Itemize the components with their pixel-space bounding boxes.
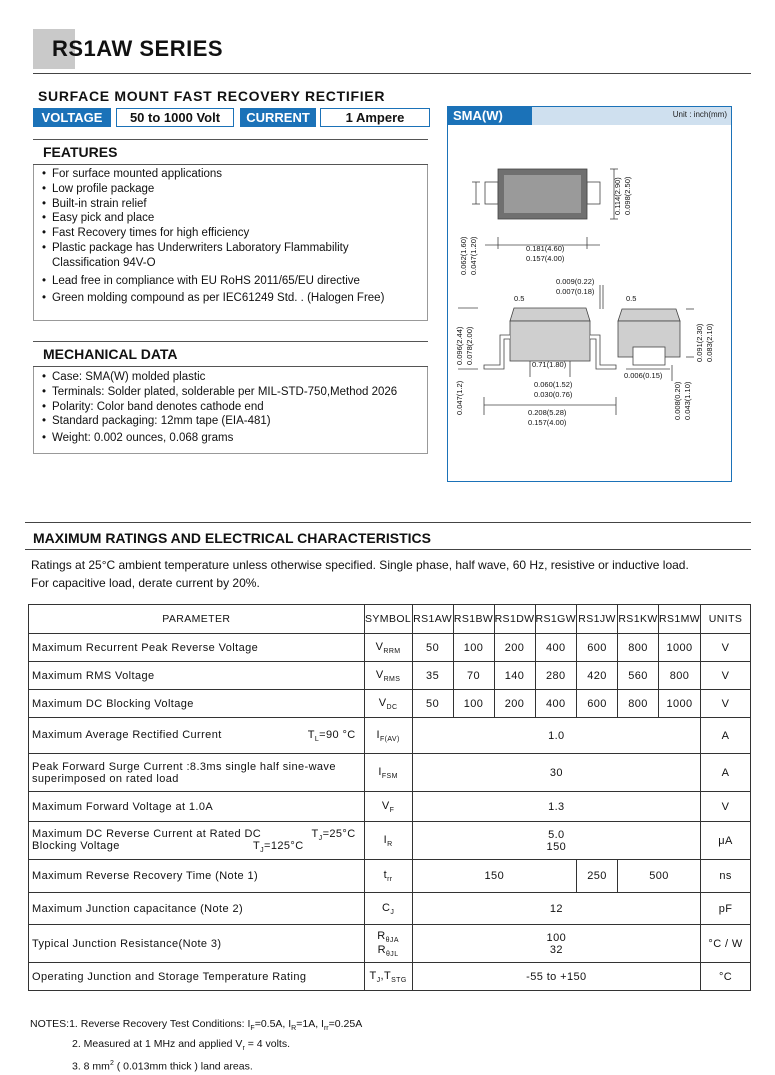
dim-label: 0.208(5.28) [528,408,567,417]
features-heading: FEATURES [33,139,428,165]
dim-label: 0.009(0.22) [556,277,595,286]
value-cell: 500 [618,860,701,893]
dim-label: 0.71(1.80) [532,360,567,369]
table-header-cell: RS1BW [453,605,494,634]
table-row [29,718,751,754]
section-divider [25,522,751,523]
symbol-cell: $I_{FSM}$ [364,754,412,792]
mechanical-item: • Polarity: Color band denotes cathode end [34,400,427,415]
table-header-row [29,605,751,634]
dim-label: 0.078(2.00) [465,326,474,365]
mechanical-list [34,370,427,446]
table-row [29,893,751,925]
dim-label: 0.047(1.2) [455,380,464,415]
value-cell: 12 [412,893,701,925]
product-subtitle: SURFACE MOUNT FAST RECOVERY RECTIFIER [38,88,386,104]
features-list [34,167,427,306]
symbol-cell: $V_{DC}$ [364,690,412,718]
value-cell: 280 [535,662,577,690]
dim-label: 0.083(2.10) [705,323,714,362]
value-cell: 1.0 [412,718,701,754]
value-cell: 150 [412,860,576,893]
table-header-cell: RS1AW [412,605,453,634]
param-cell: Peak Forward Surge Current :8.3ms single half sine-wave superimposed on rated load [29,754,365,792]
feature-item: • Low profile package [34,182,427,197]
table-header-cell: RS1KW [618,605,659,634]
dim-label: 0.062(1.60) [459,236,468,275]
value-cell: 1000 [659,634,701,662]
unit-cell: μA [701,822,751,860]
value-cell: 250 [577,860,618,893]
dim-label: 0.157(4.00) [528,418,567,427]
table-row [29,662,751,690]
value-cell: 560 [618,662,659,690]
mechanical-heading: MECHANICAL DATA [33,341,428,367]
unit-cell: °C [701,963,751,991]
symbol-cell: $I_{F(AV)}$ [364,718,412,754]
value-cell: 400 [535,634,577,662]
dim-label: 0.047(1.20) [469,236,478,275]
symbol-cell: $R_{\theta JA}$ $R_{\theta JL}$ [364,925,412,963]
table-row [29,792,751,822]
feature-item: • Built-in strain relief [34,197,427,212]
value-cell: 35 [412,662,453,690]
symbol-cell: $V_{RMS}$ [364,662,412,690]
value-cell: 800 [618,634,659,662]
feature-item [34,241,427,271]
value-cell: 140 [494,662,535,690]
dim-label: 0.096(2.44) [455,326,464,365]
page-title: RS1AW SERIES [52,36,224,61]
value-cell: 600 [577,690,618,718]
dim-label: 0.007(0.18) [556,287,595,296]
dim-label: 0.008(0.20) [673,381,682,420]
package-name: SMA(W) [448,107,532,125]
table-header-cell: SYMBOL [364,605,412,634]
value-cell: 1000 [659,690,701,718]
value-cell: 200 [494,634,535,662]
value-cell: 50 [412,690,453,718]
unit-cell: V [701,662,751,690]
unit-cell: °C / W [701,925,751,963]
angle-label: 0.5 [626,294,637,303]
param-cell: Maximum Recurrent Peak Reverse Voltage [29,634,365,662]
table-row [29,754,751,792]
dim-label: 0.098(2.50) [623,176,632,215]
dim-label: 0.043(1.10) [683,381,692,420]
features-panel [33,165,428,321]
unit-cell: V [701,792,751,822]
table-row [29,925,751,963]
param-cell: Maximum DC Blocking Voltage [29,690,365,718]
feature-item: • Lead free in compliance with EU RoHS 2011/65/EU directive [34,274,427,289]
angle-label: 0.5 [514,294,525,303]
voltage-label: VOLTAGE [33,108,111,127]
param-cell: Maximum Average Rectified Current $T_L=90$ °C [29,718,365,754]
value-cell: 70 [453,662,494,690]
table-header-cell: PARAMETER [29,605,365,634]
symbol-cell: $t_{rr}$ [364,860,412,893]
dim-label: 0.030(0.76) [534,390,573,399]
unit-cell: ns [701,860,751,893]
voltage-value: 50 to 1000 Volt [116,108,234,127]
dim-label: 0.114(2.90) [613,177,622,215]
section-divider [25,549,751,550]
top-view [472,169,618,249]
mechanical-panel [33,367,428,454]
dim-label: 0.091(2.30) [695,323,704,362]
symbol-cell: $V_F$ [364,792,412,822]
mechanical-item: • Weight: 0.002 ounces, 0.068 grams [34,431,427,446]
note-line: 3. 8 $mm^2$ ( 0.013mm thick ) land areas. [72,1060,253,1073]
value-cell: 30 [412,754,701,792]
feature-item: • Easy pick and place [34,211,427,226]
mechanical-item: • Standard packaging: 12mm tape (EIA-481) [34,414,427,429]
symbol-cell: $I_R$ [364,822,412,860]
dim-label: 0.157(4.00) [526,254,565,263]
unit-cell: A [701,754,751,792]
feature-item: • Fast Recovery times for high efficiency [34,226,427,241]
table-header-cell: UNITS [701,605,751,634]
table-row [29,860,751,893]
unit-cell: V [701,634,751,662]
value-cell: 50 [412,634,453,662]
package-drawing-panel [447,106,732,482]
value-cell: 1.3 [412,792,701,822]
current-value: 1 Ampere [320,108,430,127]
feature-item-text: Plastic package has Underwriters Laboratory Flammability [52,241,349,254]
param-cell: Typical Junction Resistance(Note 3) [29,925,365,963]
dim-label: 0.181(4.60) [526,244,565,253]
value-cell: 100 [453,690,494,718]
value-cell: 100 [453,634,494,662]
dim-label: 0.060(1.52) [534,380,573,389]
param-cell: Operating Junction and Storage Temperature Rating [29,963,365,991]
unit-note: Unit : inch(mm) [672,110,727,119]
symbol-cell: $C_J$ [364,893,412,925]
value-cell: -55 to +150 [412,963,701,991]
package-outline-svg [448,125,731,481]
feature-item: • Green molding compound as per IEC61249 Std. . (Halogen Free) [34,291,427,306]
ratings-table [28,604,751,991]
value-cell: 420 [577,662,618,690]
value-cell: 200 [494,690,535,718]
mechanical-item: • Case: SMA(W) molded plastic [34,370,427,385]
feature-item-continuation: Classification 94V-O [52,256,156,269]
param-cell: Maximum RMS Voltage [29,662,365,690]
value-cell: 800 [659,662,701,690]
unit-cell: pF [701,893,751,925]
unit-cell: A [701,718,751,754]
param-cell: Maximum Forward Voltage at 1.0A [29,792,365,822]
ratings-note: Ratings at 25°C ambient temperature unless otherwise specified. Single phase, half wave, 60 Hz, resistive or inductive load. [31,558,689,572]
symbol-cell: $V_{RRM}$ [364,634,412,662]
table-header-cell: RS1MW [659,605,701,634]
table-header-cell: RS1DW [494,605,535,634]
value-cell: 100 32 [412,925,701,963]
table-header-cell: RS1JW [577,605,618,634]
title-divider [33,73,751,74]
note-line: 2. Measured at 1 MHz and applied $V_r = 4$ volts. [72,1037,291,1052]
table-header-cell: RS1GW [535,605,577,634]
table-row [29,822,751,860]
table-row [29,634,751,662]
current-label: CURRENT [240,108,316,127]
notes-block [30,1017,362,1075]
param-cell: Maximum Reverse Recovery Time (Note 1) [29,860,365,893]
param-cell: Maximum DC Reverse Current at Rated DC $T_J=25^\circ C$ Blocking Voltage $T_J=125^\circ C$ [29,822,365,860]
symbol-cell: $T_J,T_{STG}$ [364,963,412,991]
ratings-heading: MAXIMUM RATINGS AND ELECTRICAL CHARACTERISTICS [33,530,431,546]
mechanical-item: • Terminals: Solder plated, solderable per MIL-STD-750,Method 2026 [34,385,427,400]
table-row [29,963,751,991]
unit-cell: V [701,690,751,718]
value-cell: 400 [535,690,577,718]
value-cell: 5.0 150 [412,822,701,860]
ratings-note: For capacitive load, derate current by 20%. [31,576,260,590]
dim-label: 0.006(0.15) [624,371,663,380]
note-line: NOTES:1. Reverse Recovery Test Conditions: $I_F=0.5A$, $I_R=1A$, $I_{rr}=0.25A$ [30,1018,363,1032]
value-cell: 800 [618,690,659,718]
value-cell: 600 [577,634,618,662]
param-cell: Maximum Junction capacitance (Note 2) [29,893,365,925]
feature-item: • For surface mounted applications [34,167,427,182]
table-row [29,690,751,718]
